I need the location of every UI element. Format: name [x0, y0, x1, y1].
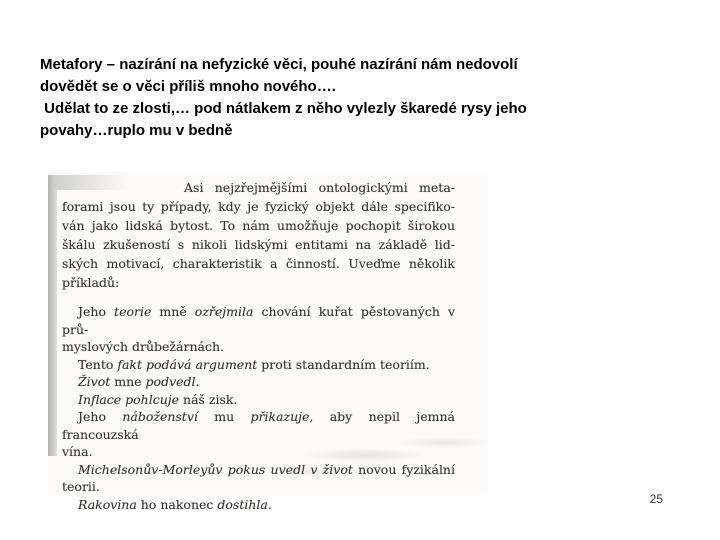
scan-text-line: Jeho náboženství mu přikazuje, aby nepil jemná francouzská	[62, 409, 455, 442]
title-line: povahy…ruplo mu v bedně	[40, 122, 233, 139]
title-line: Metafory – nazírání na nefyzické věci, pouhé nazírání nám nedovolí	[40, 56, 518, 73]
title-line: dovědět se o věci příliš mnoho nového….	[40, 78, 336, 95]
scan-text-line: škálu zkušeností s nikoli lidskými entitami na základě lid-	[62, 237, 455, 252]
scan-text-line: Tento fakt podává argument proti standardním teoriím.	[78, 356, 430, 372]
scan-text-line: Asi nejzřejmějšími ontologickými meta-	[184, 180, 455, 195]
scan-text-line: Rakovina ho nakonec dostihla.	[78, 496, 272, 512]
scan-text-line: teorii.	[62, 479, 100, 494]
scanned-book-excerpt	[48, 172, 488, 512]
title-line: Udělat to ze zlosti,… pod nátlakem z něho vylezly škaredé rysy jeho	[40, 100, 527, 117]
scan-text-line: ván jako lidská bytost. To nám umožňuje pochopit širokou	[62, 218, 455, 233]
scan-photocopy-edge	[48, 175, 57, 456]
slide-title	[40, 54, 680, 142]
scan-text-line: Jeho teorie mně ozřejmila chování kuřat pěstovaných v prů-	[62, 304, 456, 337]
scan-text-line: Michelsonův-Morleyův pokus uvedl v život novou fyzikální	[78, 461, 455, 477]
scan-text-line: forami jsou ty případy, kdy je fyzický objekt dále specifiko-	[62, 199, 455, 214]
scan-text-line: příkladů:	[62, 275, 120, 290]
scan-examples	[62, 303, 455, 513]
scan-photocopy-edge-top	[54, 175, 128, 190]
scan-text-line: Inflace pohlcuje náš zisk.	[78, 391, 238, 407]
scan-text-line: Život mne podvedl.	[78, 374, 200, 389]
scan-text-line: ských motivací, charakteristik a činností. Uveďme několik	[62, 256, 455, 271]
page-number: 25	[649, 492, 663, 506]
scan-paragraph	[62, 178, 455, 292]
scan-text-line: vína.	[62, 444, 93, 459]
scan-text-line: myslových drůbežárnách.	[62, 339, 224, 354]
